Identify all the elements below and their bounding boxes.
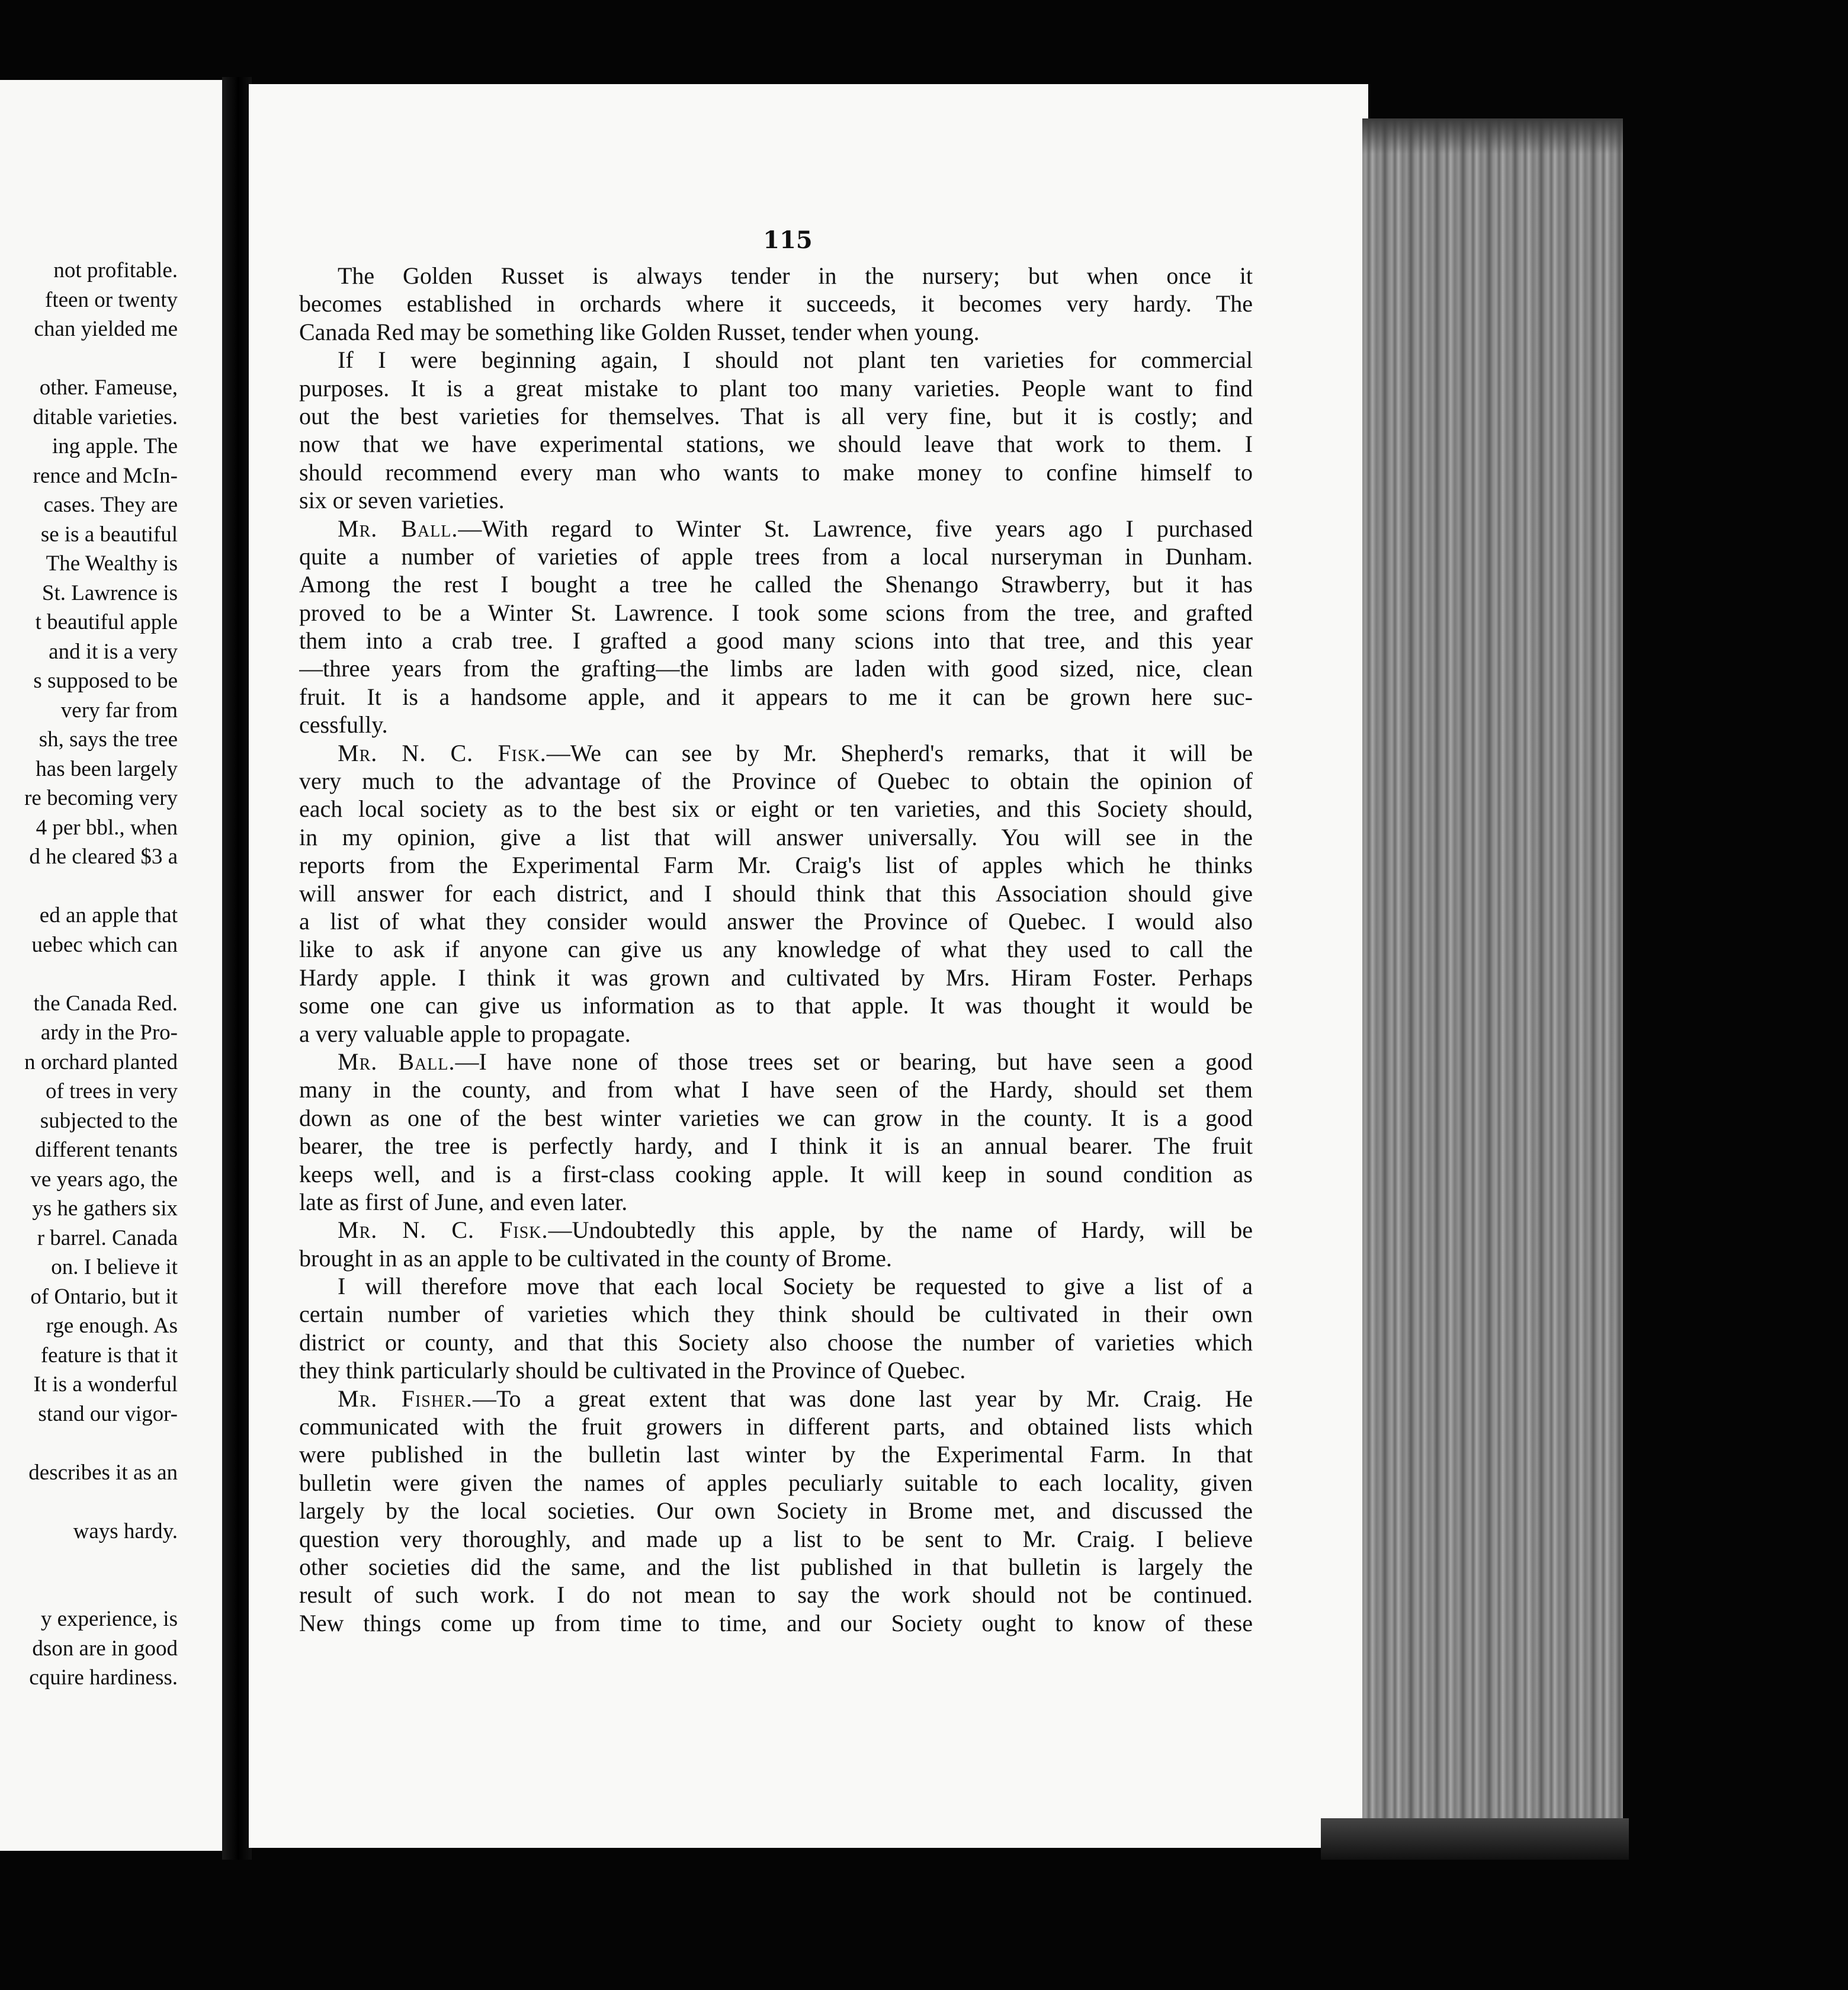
- left-page-line: 4 per bbl., when: [36, 815, 178, 840]
- line-text: bulletin were given the names of apples peculiarly suitable to each locality, given: [299, 1469, 1253, 1496]
- line-text: late as first of June, and even later.: [299, 1188, 628, 1215]
- left-page-line: stand our vigor-: [38, 1401, 178, 1426]
- text-line: [299, 767, 1253, 795]
- text-line: [299, 1216, 1253, 1244]
- left-page-line: cquire hardiness.: [29, 1665, 178, 1690]
- left-page-line: other. Fameuse,: [39, 375, 178, 400]
- line-text: other societies did the same, and the list published in that bulletin is largely the: [299, 1553, 1253, 1580]
- text-line: [299, 683, 1253, 711]
- line-text: communicated with the fruit growers in different parts, and obtained lists which: [299, 1413, 1253, 1440]
- line-text: becomes established in orchards where it succeeds, it becomes very hardy. The: [299, 290, 1253, 317]
- left-page-line: ditable varieties.: [33, 405, 178, 429]
- line-text: district or county, and that this Society also choose the number of varieties which: [299, 1328, 1253, 1356]
- line-text: —three years from the grafting—the limbs are laden with good sized, nice, clean: [299, 655, 1253, 682]
- line-text: If I were beginning again, I should not plant ten varieties for commercial: [338, 346, 1253, 374]
- line-text: result of such work. I do not mean to say the work should not be continued.: [299, 1581, 1253, 1609]
- left-page-line: on. I believe it: [51, 1255, 178, 1279]
- line-text: Canada Red may be something like Golden Russet, tender when young.: [299, 318, 980, 345]
- left-page-line: fteen or twenty: [45, 287, 178, 312]
- line-text: Hardy apple. I think it was grown and cultivated by Mrs. Hiram Foster. Perhaps: [299, 964, 1253, 991]
- left-page-line: [0, 344, 178, 374]
- text-line: [299, 654, 1253, 682]
- line-text: out the best varieties for themselves. That is all very fine, but it is costly; and: [299, 402, 1253, 429]
- text-line: [299, 486, 1253, 514]
- text-line: [299, 711, 1253, 739]
- left-page-line: t beautiful apple: [35, 610, 178, 634]
- speaker-name: Mr. Fisher.: [338, 1385, 473, 1412]
- left-page-line: St. Lawrence is: [41, 580, 178, 605]
- left-page-line: sh, says the tree: [38, 727, 178, 752]
- text-line: [299, 964, 1253, 991]
- left-page-line: dson are in good: [32, 1636, 178, 1661]
- line-text: brought in as an apple to be cultivated in the county of Brome.: [299, 1244, 892, 1272]
- left-page-text: [0, 256, 178, 1693]
- text-line: [299, 262, 1253, 290]
- line-text: keeps well, and is a first-class cooking apple. It will keep in sound condition as: [299, 1160, 1253, 1187]
- left-page-line: rge enough. As: [46, 1314, 178, 1338]
- left-page-line: subjected to the: [40, 1108, 178, 1133]
- left-page-line: has been largely: [36, 756, 178, 781]
- line-text: Among the rest I bought a tree he called the Shenango Strawberry, but it has: [299, 571, 1253, 598]
- text-line: [299, 1413, 1253, 1440]
- text-line: [299, 1300, 1253, 1328]
- left-page-line: uebec which can: [31, 932, 178, 957]
- left-page-line: chan yielded me: [34, 317, 178, 341]
- main-page: [249, 84, 1368, 1848]
- line-text: certain number of varieties which they think should be cultivated in their own: [299, 1301, 1253, 1328]
- text-line: [299, 1440, 1253, 1468]
- text-line: [299, 627, 1253, 654]
- line-text: very much to the advantage of the Province of Quebec to obtain the opinion of: [299, 768, 1253, 795]
- line-text: a list of what they consider would answer the Province of Quebec. I would also: [299, 907, 1253, 935]
- left-page-line: se is a beautiful: [40, 522, 178, 547]
- speaker-name: Mr. Ball.: [338, 515, 458, 542]
- line-text: were published in the bulletin last winter by the Experimental Farm. In that: [299, 1441, 1253, 1468]
- line-text: down as one of the best winter varieties we can grow in the county. It is a good: [299, 1104, 1253, 1131]
- text-line: [299, 1020, 1253, 1048]
- left-page-line: [0, 1429, 178, 1458]
- text-line: [299, 851, 1253, 879]
- line-text: each local society as to the best six or eight or ten varieties, and this Society should,: [299, 795, 1253, 823]
- text-line: [299, 1553, 1253, 1581]
- text-line: [299, 570, 1253, 598]
- line-text: —Undoubtedly this apple, by the name of Hardy, will be: [548, 1217, 1253, 1244]
- line-text: fruit. It is a handsome apple, and it appears to me it can be grown here suc-: [299, 683, 1253, 710]
- left-page-line: ed an apple that: [39, 903, 178, 927]
- text-line: [299, 1160, 1253, 1188]
- left-page-line: ys he gathers six: [32, 1196, 178, 1221]
- text-line: [299, 739, 1253, 767]
- line-text: in my opinion, give a list that will answer universally. You will see in the: [299, 823, 1253, 850]
- text-line: [299, 346, 1253, 374]
- line-text: —With regard to Winter St. Lawrence, five years ago I purchased: [458, 515, 1253, 542]
- left-page-line: not profitable.: [53, 258, 178, 283]
- line-text: six or seven varieties.: [299, 487, 505, 514]
- line-text: should recommend every man who wants to make money to confine himself to: [299, 458, 1253, 486]
- left-page-line: of trees in very: [46, 1079, 178, 1103]
- left-page-line: r barrel. Canada: [37, 1225, 178, 1250]
- text-line: [299, 374, 1253, 402]
- line-text: they think particularly should be cultivated in the Province of Quebec.: [299, 1357, 966, 1384]
- left-page-line: ve years ago, the: [30, 1167, 178, 1192]
- text-line: [299, 1385, 1253, 1413]
- line-text: many in the county, and from what I have seen of the Hardy, should set them: [299, 1076, 1253, 1103]
- line-text: proved to be a Winter St. Lawrence. I took some scions from the tree, and grafted: [299, 599, 1253, 626]
- text-line: [299, 1328, 1253, 1356]
- book-gutter: [222, 77, 252, 1860]
- line-text: question very thoroughly, and made up a list to be sent to Mr. Craig. I believe: [299, 1525, 1253, 1552]
- text-line: [299, 1469, 1253, 1497]
- left-page-line: ardy in the Pro-: [40, 1020, 178, 1045]
- text-line: [299, 290, 1253, 317]
- text-line: [299, 402, 1253, 430]
- text-line: [299, 1581, 1253, 1609]
- left-page-line: cases. They are: [43, 493, 178, 517]
- page-block-shadow-top: [1362, 118, 1623, 154]
- line-text: —We can see by Mr. Shepherd's remarks, that it will be: [546, 739, 1253, 766]
- text-line: [299, 880, 1253, 907]
- page-block-shadow-bottom: [1321, 1818, 1629, 1860]
- text-line: [299, 599, 1253, 627]
- speaker-name: Mr. N. C. Fisk.: [338, 739, 547, 766]
- line-text: bearer, the tree is perfectly hardy, and I think it is an annual bearer. The fruit: [299, 1132, 1253, 1160]
- text-line: [299, 1244, 1253, 1272]
- text-line: [299, 1497, 1253, 1524]
- left-page-line: [0, 872, 178, 901]
- line-text: cessfully.: [299, 711, 388, 739]
- text-line: [299, 430, 1253, 458]
- left-page-line: [0, 959, 178, 989]
- text-line: [299, 1132, 1253, 1160]
- left-page-line: the Canada Red.: [33, 991, 178, 1016]
- speaker-name: Mr. N. C. Fisk.: [338, 1217, 548, 1244]
- text-line: [299, 1048, 1253, 1076]
- line-text: will answer for each district, and I should think that this Association should give: [299, 880, 1253, 907]
- line-text: a very valuable apple to propagate.: [299, 1020, 631, 1047]
- left-page-line: y experience, is: [40, 1607, 178, 1631]
- left-page-line: [0, 1487, 178, 1517]
- speaker-name: Mr. Ball.: [338, 1048, 455, 1075]
- left-page-line: [0, 1575, 178, 1605]
- left-page-fragment: [0, 80, 222, 1851]
- left-page-line: ing apple. The: [52, 434, 178, 458]
- text-line: [299, 1609, 1253, 1637]
- left-page-line: The Wealthy is: [46, 551, 178, 576]
- text-line: [299, 1104, 1253, 1132]
- text-line: [299, 318, 1253, 346]
- left-page-line: rence and McIn-: [33, 463, 178, 488]
- text-line: [299, 935, 1253, 963]
- text-line: [299, 1272, 1253, 1300]
- text-line: [299, 543, 1253, 570]
- left-page-line: different tenants: [35, 1138, 178, 1162]
- left-page-line: and it is a very: [49, 639, 178, 664]
- text-line: [299, 515, 1253, 543]
- line-text: reports from the Experimental Farm Mr. Craig's list of apples which he thinks: [299, 852, 1253, 879]
- text-line: [299, 795, 1253, 823]
- text-line: [299, 1356, 1253, 1384]
- line-text: The Golden Russet is always tender in the nursery; but when once it: [338, 262, 1253, 289]
- left-page-line: ways hardy.: [73, 1519, 178, 1543]
- text-line: [299, 458, 1253, 486]
- left-page-line: re becoming very: [24, 786, 178, 810]
- line-text: —I have none of those trees set or bearing, but have seen a good: [455, 1048, 1253, 1075]
- left-page-line: feature is that it: [40, 1343, 178, 1368]
- left-page-line: It is a wonderful: [33, 1372, 178, 1397]
- left-page-line: n orchard planted: [24, 1049, 178, 1074]
- text-line: [299, 991, 1253, 1019]
- page-block-edge: [1362, 118, 1623, 1848]
- text-line: [299, 1525, 1253, 1553]
- text-line: [299, 1076, 1253, 1103]
- line-text: now that we have experimental stations, we should leave that work to them. I: [299, 431, 1253, 458]
- line-text: largely by the local societies. Our own Society in Brome met, and discussed the: [299, 1497, 1253, 1524]
- line-text: purposes. It is a great mistake to plant too many varieties. People want to find: [299, 374, 1253, 402]
- left-page-line: s supposed to be: [33, 669, 178, 693]
- line-text: quite a number of varieties of apple trees from a local nurseryman in Dunham.: [299, 543, 1253, 570]
- left-page-line: of Ontario, but it: [30, 1284, 178, 1309]
- text-line: [299, 1188, 1253, 1216]
- text-line: [299, 823, 1253, 851]
- left-page-line: d he cleared $3 a: [29, 845, 178, 869]
- line-text: some one can give us information as to that apple. It was thought it would be: [299, 992, 1253, 1019]
- text-line: [299, 907, 1253, 935]
- line-text: like to ask if anyone can give us any knowledge of what they used to call the: [299, 936, 1253, 963]
- line-text: I will therefore move that each local Society be requested to give a list of a: [338, 1273, 1253, 1300]
- left-page-line: describes it as an: [28, 1460, 178, 1485]
- left-page-line: very far from: [60, 698, 178, 723]
- left-page-line: [0, 1546, 178, 1575]
- page-number: 115: [763, 226, 813, 254]
- body-text: [299, 262, 1253, 1637]
- line-text: —To a great extent that was done last year by Mr. Craig. He: [472, 1385, 1253, 1412]
- line-text: them into a crab tree. I grafted a good many scions into that tree, and this year: [299, 627, 1253, 654]
- line-text: New things come up from time to time, and our Society ought to know of these: [299, 1609, 1253, 1636]
